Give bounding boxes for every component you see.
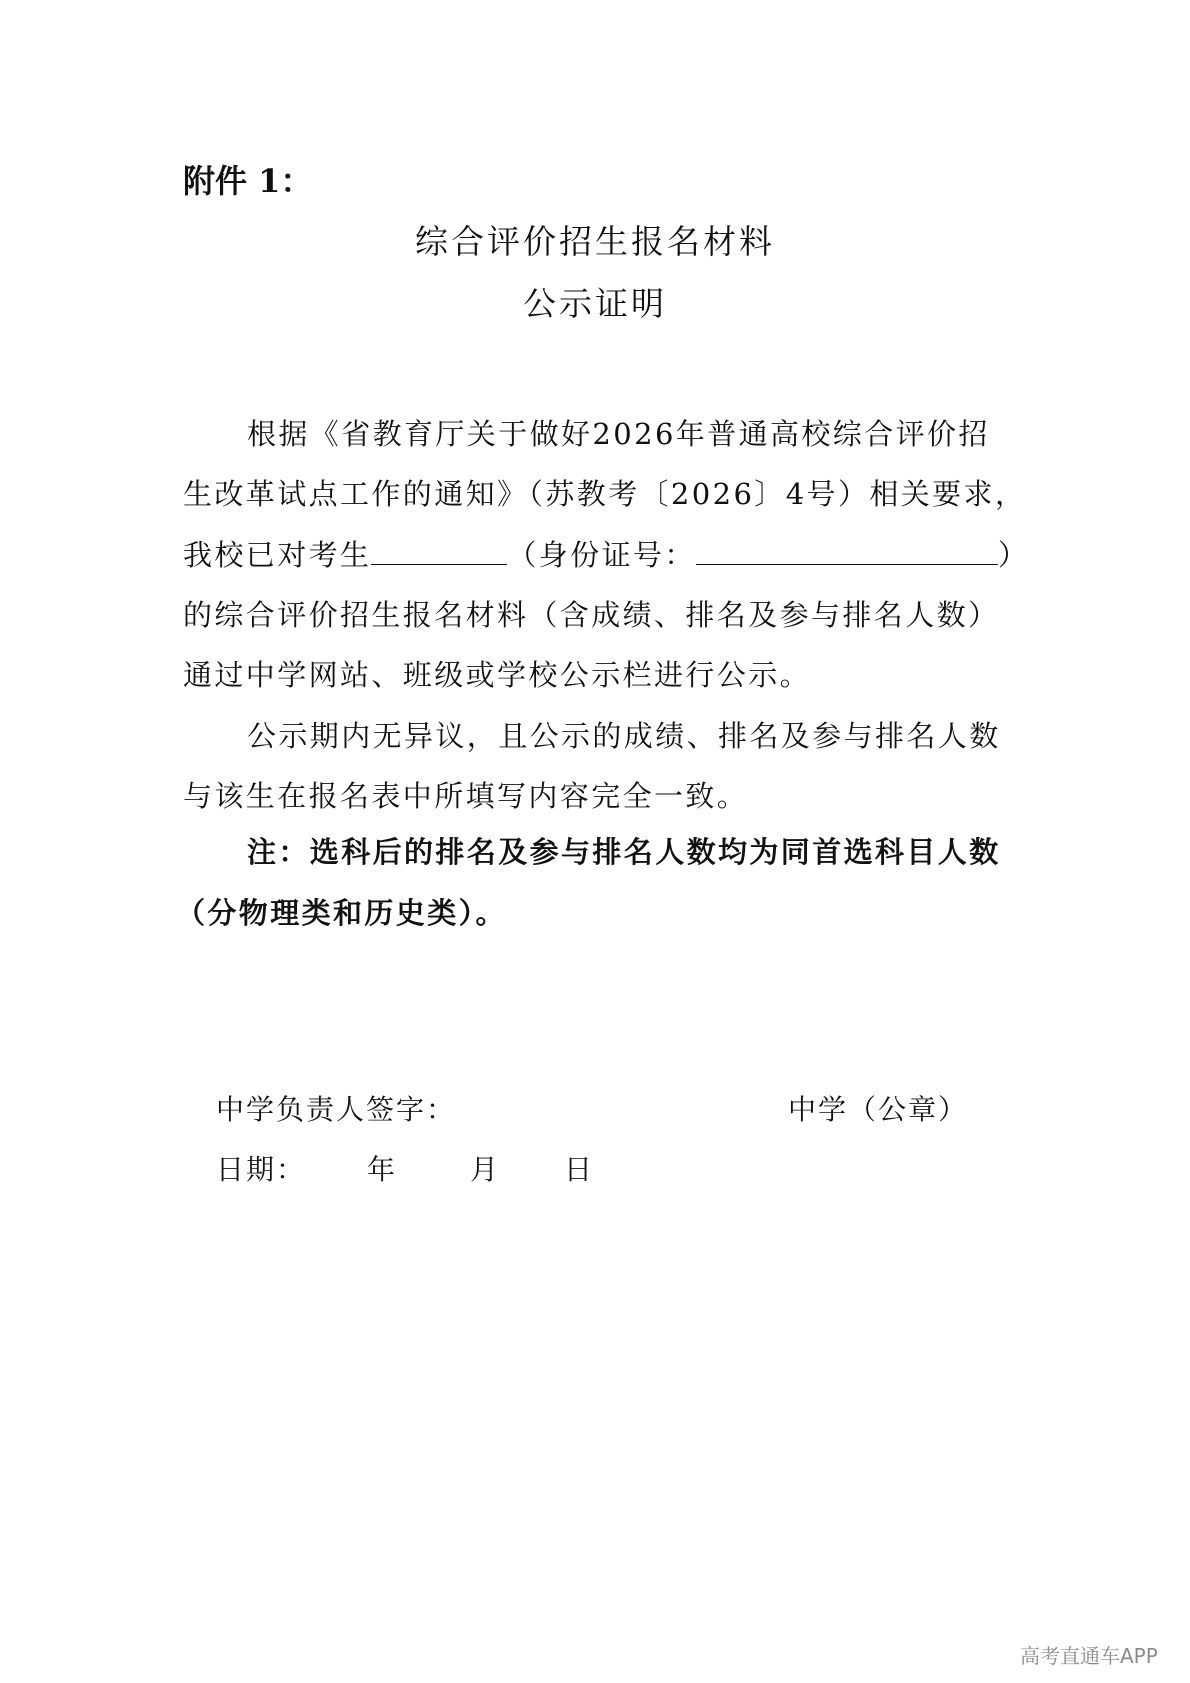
candidate-label: 我校已对考生: [183, 538, 372, 572]
principal-signature-label: 中学负责人签字：: [216, 1093, 457, 1126]
body-paragraph-line: 通过中学网站、班级或学校公示栏进行公示。: [183, 658, 812, 692]
id-number-blank: [696, 536, 998, 565]
body-paragraph-line: 的综合评价招生报名材料（含成绩、排名及参与排名人数）: [183, 598, 1000, 632]
candidate-line: [183, 535, 1030, 575]
school-seal-label: 中学（公章）: [788, 1093, 969, 1126]
body-paragraph-line: 根据《省教育厅关于做好2026年普通高校综合评价招: [247, 417, 990, 451]
attachment-label: 附件 1：: [183, 162, 313, 200]
watermark: 高考直通车APP: [1020, 1644, 1158, 1668]
date-month: 月: [470, 1153, 501, 1186]
body-paragraph-line: 与该生在报名表中所填写内容完全一致。: [183, 779, 749, 813]
date-label: 日期：: [216, 1153, 307, 1186]
id-label: （身份证号：: [507, 538, 696, 572]
candidate-name-blank: [371, 536, 507, 565]
document-subtitle: 公示证明: [523, 284, 667, 323]
body-paragraph-line: 生改革试点工作的通知》（苏教考〔2026〕4号）相关要求，: [183, 477, 1027, 511]
date-year: 年: [367, 1153, 398, 1186]
document-title: 综合评价招生报名材料: [415, 222, 775, 261]
date-day: 日: [564, 1153, 595, 1186]
body-paragraph-line: 公示期内无异议，且公示的成绩、排名及参与排名人数: [247, 719, 1001, 753]
note-line: 注：选科后的排名及参与排名人数均为同首选科目人数: [247, 835, 1001, 869]
close-paren: ）: [997, 538, 1030, 572]
note-line: （分物理类和历史类）。: [176, 896, 507, 930]
